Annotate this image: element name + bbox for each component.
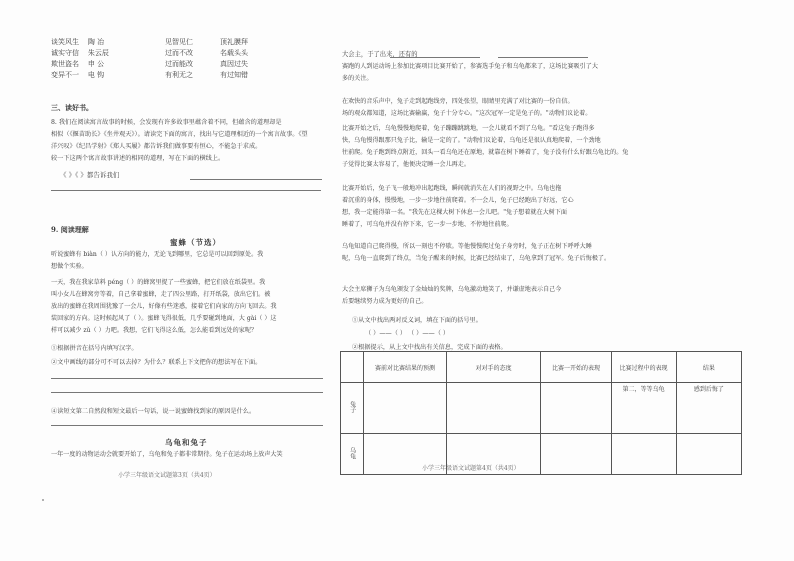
para-line-4: 场的观众都知道，这场比赛输赢，兔子十分专心。"这次冠军一定是兔子的。"动物们议论着。 bbox=[342, 110, 592, 117]
q8-line-1: 8. 我们在阅读寓言故事的时候，会发现有许多故事里蕴含着不同，但蕴含的道理却是 bbox=[51, 119, 282, 126]
table-cell[interactable] bbox=[541, 383, 611, 434]
para-line-3: 在欢快的音乐声中，兔子走到起跑线旁，四处张望，眼睛里充满了对比赛的一份自信。 bbox=[342, 98, 574, 105]
table-header-cell: 比赛过程中的表现 bbox=[611, 352, 676, 383]
right-question-2: ②根据提示，从上文中找出有关信息，完成下面的表格。 bbox=[352, 344, 507, 351]
para-line-16: 后要继续努力成为更好的自己。 bbox=[342, 298, 428, 305]
idiom-right-4: 有过知错 bbox=[220, 71, 248, 79]
para-line-5: 比赛开始之后，乌龟慢慢地爬着，兔子蹦蹦跳跳地，一会儿就看不到了乌龟。"看这兔子跑得多 bbox=[342, 125, 595, 132]
table-cell[interactable] bbox=[676, 434, 741, 475]
story1-title: 蜜蜂（节选） bbox=[170, 238, 221, 247]
table-cell[interactable] bbox=[611, 434, 676, 475]
table-cell[interactable] bbox=[541, 434, 611, 475]
question-1: ①根据拼音在括号内填写汉字。 bbox=[51, 345, 138, 352]
table-cell[interactable] bbox=[364, 383, 446, 434]
idiom-col-1-row-4: 变异不一 电 钩 bbox=[51, 71, 105, 79]
right-question-1: ①从文中找出两对反义词，填在下面的括号里。 bbox=[352, 317, 482, 324]
q9-heading: 9. 阅读理解 bbox=[51, 225, 89, 234]
para-line-11: 想，我一定能得第一名。"我先在这棵大树下休息一会儿吧。"兔子想着就在大树下面 bbox=[342, 209, 567, 216]
story1-line-2: 想做个实验。 bbox=[51, 263, 88, 270]
para-line-9: 比赛开始后，兔子飞一般地冲出起跑线，瞬间就消失在人们的视野之中。乌龟也拖 bbox=[342, 185, 562, 192]
idiom-right-1: 顶礼膜拜 bbox=[220, 38, 248, 46]
q8-line-4: 较一下这两个寓言故事讲述的相同的道理，写在下面的横线上。 bbox=[51, 155, 225, 162]
idiom-mid-2: 过而不改 bbox=[165, 49, 193, 57]
story1-line-1: 听说蜜蜂有 biàn（ ）认方向的能力，无论飞到哪里，它总是可以回到原处。我 bbox=[51, 251, 264, 258]
table-header-cell: 结果 bbox=[676, 352, 741, 383]
story1-line-7: 样可以减少 zǔ（ ）力吧。我想，它们飞得这么低，怎么能看到远处的家呢？ bbox=[51, 327, 258, 334]
q8-answer-line-2[interactable] bbox=[51, 190, 321, 191]
answer-line-3[interactable] bbox=[51, 425, 323, 426]
idiom-col-1-row-3: 欺世盗名 申 公 bbox=[51, 60, 105, 68]
para-line-8: 子觉得比赛太容易了，他便决定睡一会儿再走。 bbox=[342, 161, 470, 168]
q8-line-3: 洋兴叹》《纪昌学射》《郑人买履》都告诉我们做事要有恒心，不能急于求成。 bbox=[51, 143, 262, 150]
table-header-cell: 赛前对比赛结果的预测 bbox=[364, 352, 446, 383]
table-cell[interactable] bbox=[446, 434, 541, 475]
para-line-10: 着沉重的身体，慢慢地，一步一步地往前爬着。不一会儿，兔子已经跑出了好远，它心 bbox=[342, 197, 574, 204]
story2-title: 乌龟和兔子 bbox=[165, 438, 208, 447]
q8-line-2: 相似（《揠苗助长》《坐井观天》）。请读完下面的寓言，找出与它道理相近的一个寓言故事。《望 bbox=[51, 131, 308, 138]
answer-table bbox=[340, 351, 742, 475]
footer-right: 小学三年级语文试题第4页（共4页） bbox=[422, 465, 520, 472]
top-blank-1[interactable] bbox=[390, 57, 480, 58]
right-top-line: 大会主，于了出来，还有的 bbox=[342, 51, 418, 58]
idiom-right-3: 真因过失 bbox=[220, 60, 248, 68]
question-inner: ④读短文第二自然段和短文最后一句话，说一说蜜蜂找到家的原因是什么。 bbox=[51, 408, 256, 415]
idiom-mid-3: 过而能改 bbox=[165, 60, 193, 68]
idiom-mid-4: 有利无之 bbox=[165, 71, 193, 79]
section-three-heading: 三、读好书。 bbox=[51, 103, 93, 112]
table-header-row bbox=[341, 352, 742, 383]
left-page bbox=[40, 0, 360, 561]
para-line-14: 呢，乌龟一直爬到了终点，当兔子醒来的时候，比赛已经结束了，乌龟拿到了冠军。兔子后悔极了。 bbox=[342, 255, 611, 262]
story1-line-3: 一天，我在我家草料 péng（ ）的蜂窝里捉了一些蜜蜂，把它们放在纸袋里。我 bbox=[51, 279, 266, 286]
story1-line-5: 放出的蜜蜂在我周围犹豫了一会儿，好像有些迷惑，接着它们向家的方向飞回去。我 bbox=[51, 303, 277, 310]
para-line-15: 大会主席狮子为乌龟颁发了金灿灿的奖牌，乌龟激动地笑了，并谦虚地表示自己今 bbox=[342, 286, 562, 293]
answer-line-2[interactable] bbox=[51, 392, 323, 393]
idiom-col-1-row-1: 谈笑风生 陶 冶 bbox=[51, 38, 105, 46]
idiom-col-1-row-2: 诚实守信 朱云辰 bbox=[51, 49, 109, 57]
para-line-6: 快，乌龟慢得跟那只兔子比，输是一定的了。"动物们议论着，乌龟还是很认真地爬着，一个劲地 bbox=[342, 137, 601, 144]
table-header-cell: 对对手的态度 bbox=[446, 352, 541, 383]
idiom-right-2: 名载头头 bbox=[220, 49, 248, 57]
table-row-label: 兔子 bbox=[341, 383, 364, 434]
para-line-12: 睡着了，可乌龟并没有停下来，它一步一步地、不停地往前爬。 bbox=[342, 221, 513, 228]
right-question-1-blanks: （ ）——（ ） （ ）——（ ） bbox=[365, 330, 450, 337]
idiom-mid-1: 见智见仁 bbox=[165, 38, 193, 46]
table-cell[interactable] bbox=[446, 383, 541, 434]
scan-speck bbox=[42, 499, 44, 501]
para-line-2: 多的关注。 bbox=[342, 75, 373, 82]
table-row bbox=[341, 383, 742, 434]
table-row bbox=[341, 434, 742, 475]
para-line-7: 往前爬。兔子跑到终点附近，回头一看乌龟还在原地，就靠在树下睡着了，兔子没有什么好跟乌龟比的。兔 bbox=[342, 149, 629, 156]
right-page bbox=[330, 0, 750, 561]
q8-answer-line[interactable] bbox=[190, 179, 322, 180]
top-blank-2[interactable] bbox=[498, 57, 588, 58]
table-cell[interactable]: 感到后悔了 bbox=[676, 383, 741, 434]
story1-line-6: 装回家的方向。这时候起风了（ ）。蜜蜂飞得很低，几乎要碰到地面，大 gài（ ）这 bbox=[51, 315, 277, 322]
table-header-cell: 比赛一开始的表现 bbox=[541, 352, 611, 383]
answer-line-1[interactable] bbox=[51, 378, 323, 379]
para-line-13: 乌龟知道自己爬得慢，所以一刻也不停歇。等他慢慢爬过兔子身旁时，兔子正在树下呼呼大睡 bbox=[342, 243, 592, 250]
story2-first-line: 一年一度的动物运动会就要开始了，乌龟和兔子都非常期待。兔子在运动场上放声大笑 bbox=[51, 451, 283, 458]
table-cell[interactable]: 第二，等等乌龟 bbox=[611, 383, 676, 434]
para-line-1: 赛跑的人到运动场上参加比赛项目比赛开始了，参赛选手兔子和乌龟都来了，这场比赛吸引了大 bbox=[342, 63, 598, 70]
table-cell[interactable] bbox=[364, 434, 446, 475]
q8-answer-blank: 《 》《 》都告诉我们 bbox=[60, 171, 120, 179]
footer-left: 小学三年级语文试题第3页（共4页） bbox=[118, 472, 216, 479]
question-2: ②文中画线的部分可不可以去掉？为什么？联系上下文把你的想法写在下面。 bbox=[51, 359, 262, 366]
table-header-cell bbox=[341, 352, 364, 383]
table-row-label: 乌龟 bbox=[341, 434, 364, 475]
story1-line-4: 叫小女儿在蜂窝旁等着，自己拿着蜜蜂，走了四公里路，打开纸袋，放出它们。被 bbox=[51, 291, 271, 298]
